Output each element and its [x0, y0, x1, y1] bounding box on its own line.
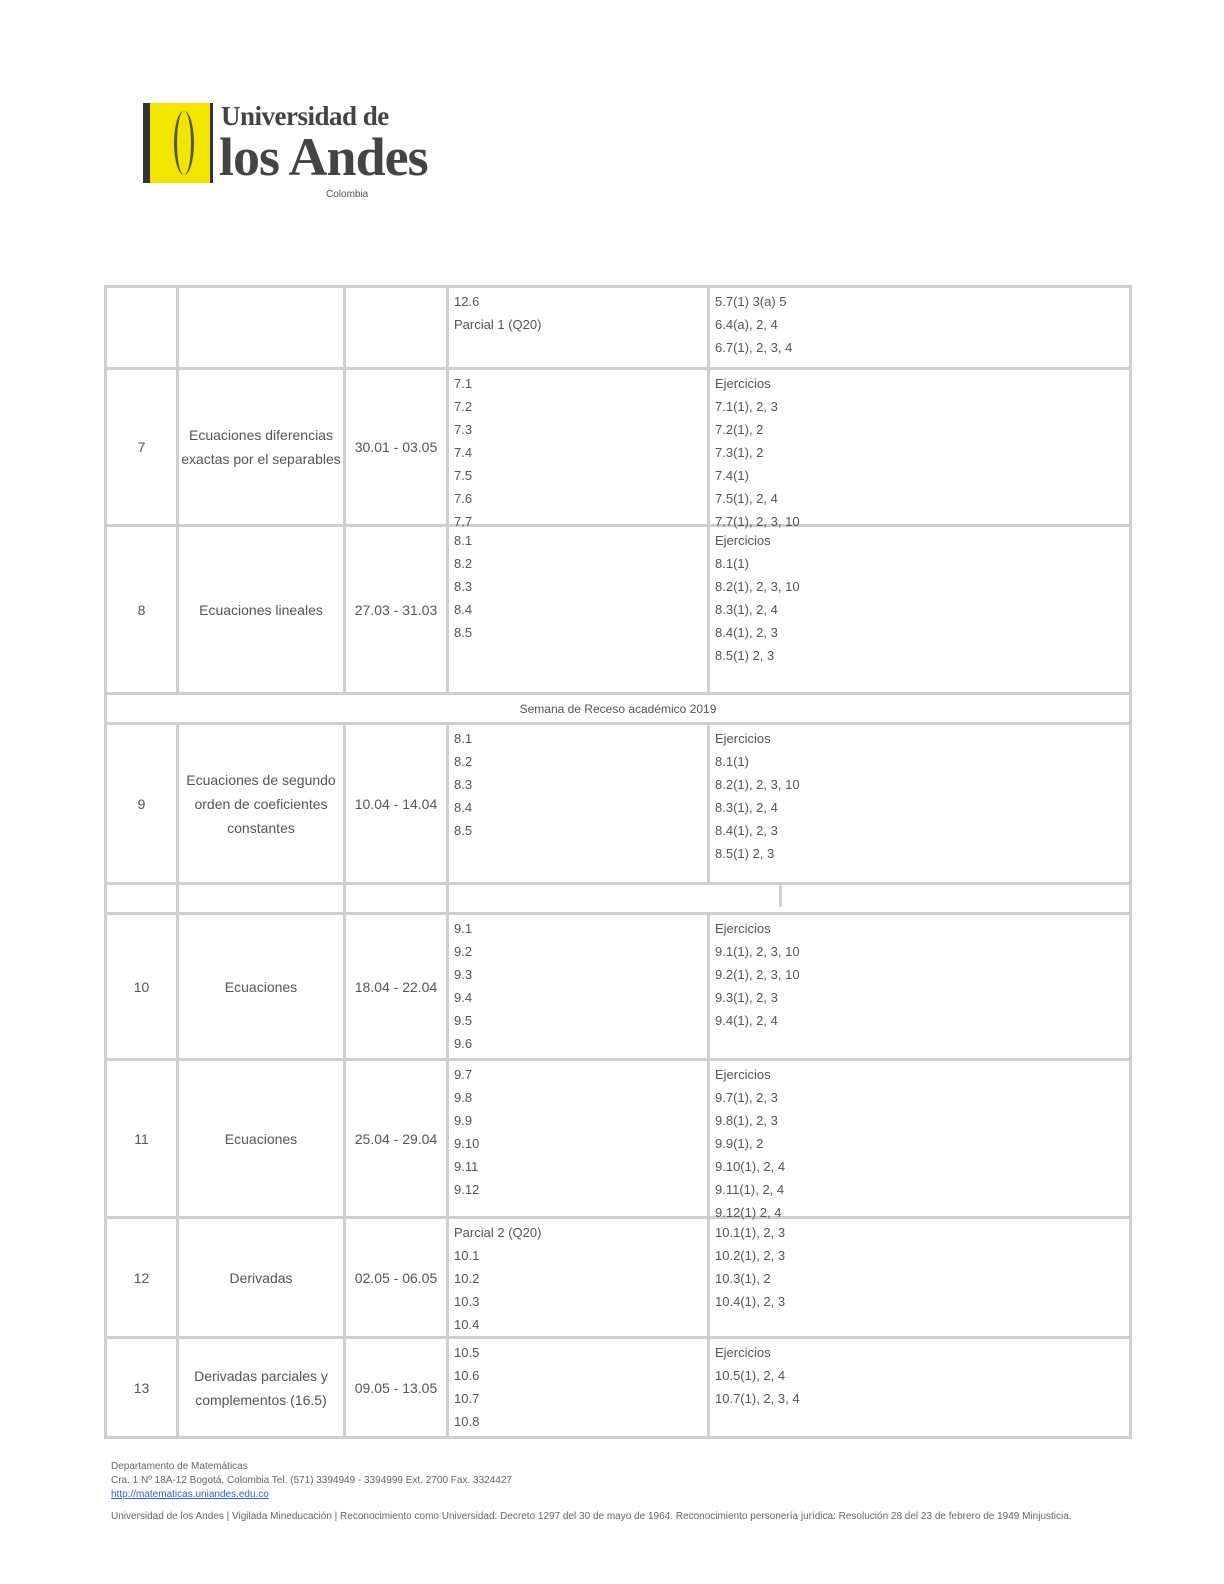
topic-cell	[179, 370, 346, 524]
empty-cell	[449, 885, 710, 912]
exercises-cell-item: 9.12(1) 2, 4	[715, 1205, 782, 1220]
date-cell	[346, 1061, 449, 1216]
sections-cell-item: 8.1	[454, 731, 473, 746]
exercises-cell-item: 9.11(1), 2, 4	[715, 1182, 785, 1197]
exercises-cell-item: 7.7(1), 2, 3, 10	[715, 514, 800, 529]
date-cell	[346, 725, 449, 882]
sections-cell-item: 10.8	[454, 1414, 480, 1429]
exercises-cell-item: 8.1(1)	[715, 556, 749, 571]
empty-cell	[179, 885, 346, 912]
topic-cell-text: Ecuaciones lineales	[199, 601, 323, 618]
table-row	[107, 1339, 1129, 1436]
page-footer	[111, 1460, 1121, 1524]
date-cell	[346, 288, 449, 367]
sections-cell-item: 8.4	[454, 602, 473, 617]
exercises-cell-item: Ejercicios	[715, 533, 771, 548]
sections-cell-item: 8.5	[454, 823, 473, 838]
sections-cell	[449, 288, 710, 367]
sections-cell-item: 9.6	[454, 1036, 473, 1051]
sections-cell	[449, 725, 710, 882]
date-cell	[346, 1339, 449, 1436]
exercises-cell-item: Ejercicios	[715, 1345, 771, 1360]
exercises-cell-item: 6.7(1), 2, 3, 4	[715, 340, 793, 355]
exercises-cell-item: 9.3(1), 2, 3	[715, 990, 778, 1005]
sections-cell-item: 8.2	[454, 754, 473, 769]
topic-cell	[179, 915, 346, 1058]
sections-cell-item: 8.1	[454, 533, 473, 548]
sections-cell-item: 7.7	[454, 514, 473, 529]
week-number-text: 8	[137, 601, 146, 618]
sections-cell-item: 9.5	[454, 1013, 473, 1028]
sections-cell	[449, 915, 710, 1058]
table-row	[107, 370, 1129, 527]
exercises-cell-item: 8.3(1), 2, 4	[715, 800, 778, 815]
sections-cell-item: 10.6	[454, 1368, 480, 1383]
sections-cell-item: 10.7	[454, 1391, 480, 1406]
sections-cell-item: 7.2	[454, 399, 473, 414]
sections-cell-item: 9.7	[454, 1067, 473, 1082]
date-cell-text: 30.01 - 03.05	[354, 439, 438, 455]
sections-cell-item: 7.3	[454, 422, 473, 437]
footer-legal: Universidad de los Andes | Vigilada Mineducación | Reconocimiento como Universidad: Decreto 1297 del 30 de mayo de 1964. Reconocimiento personería jurídica: Resolución 28 del 23 de febrero de 1949 Minjusticia.	[111, 1511, 1072, 1522]
sections-cell-item: Parcial 1 (Q20)	[454, 317, 542, 332]
sections-cell	[449, 527, 710, 692]
sections-cell-item: 9.12	[454, 1182, 480, 1197]
sections-cell-item: 7.6	[454, 491, 473, 506]
sections-cell-item: 9.9	[454, 1113, 473, 1128]
week-number-text: 10	[133, 978, 150, 995]
date-cell-text: 18.04 - 22.04	[354, 978, 438, 995]
sections-cell-item: 7.4	[454, 445, 473, 460]
week-number	[107, 1061, 179, 1216]
exercises-cell-item: 10.1(1), 2, 3	[715, 1225, 786, 1240]
sections-cell-item: 9.2	[454, 944, 473, 959]
sections-cell	[449, 1339, 710, 1436]
exercises-cell-item: Ejercicios	[715, 376, 771, 391]
sections-cell	[449, 1061, 710, 1216]
date-cell-text: 27.03 - 31.03	[354, 601, 438, 618]
exercises-cell-item: 10.7(1), 2, 3, 4	[715, 1391, 800, 1406]
exercises-cell	[710, 1339, 1129, 1436]
empty-cell	[779, 885, 782, 907]
topic-cell	[179, 288, 346, 367]
exercises-cell	[710, 288, 1129, 367]
sections-cell-item: 10.1	[454, 1248, 480, 1263]
table-row	[107, 1061, 1129, 1219]
sections-cell-item: 9.11	[454, 1159, 479, 1174]
exercises-cell-item: 7.5(1), 2, 4	[715, 491, 778, 506]
exercises-cell	[710, 1219, 1129, 1336]
exercises-cell-item: 8.5(1) 2, 3	[715, 846, 775, 861]
exercises-cell-item: 9.8(1), 2, 3	[715, 1113, 778, 1128]
sections-cell-item: 10.2	[454, 1271, 480, 1286]
week-number	[107, 288, 179, 367]
sections-cell-item: 8.3	[454, 579, 473, 594]
week-number	[107, 1339, 179, 1436]
university-logo	[143, 101, 428, 211]
table-row	[107, 915, 1129, 1061]
topic-cell	[179, 527, 346, 692]
exercises-cell-item: 8.4(1), 2, 3	[715, 625, 778, 640]
empty-cell	[107, 885, 179, 912]
topic-cell	[179, 1219, 346, 1336]
exercises-cell	[710, 915, 1129, 1058]
topic-cell	[179, 725, 346, 882]
date-cell-text: 02.05 - 06.05	[354, 1269, 438, 1286]
exercises-cell-item: Ejercicios	[715, 731, 771, 746]
exercises-cell-item: 9.7(1), 2, 3	[715, 1090, 778, 1105]
date-cell	[346, 1219, 449, 1336]
topic-cell-text: Ecuaciones de segundo orden de coeficientes constantes	[186, 771, 336, 836]
week-number	[107, 725, 179, 882]
sections-cell-item: 9.10	[454, 1136, 480, 1151]
week-number-text: 12	[133, 1269, 150, 1286]
topic-cell	[179, 1061, 346, 1216]
exercises-cell	[710, 370, 1129, 529]
sections-cell-item: 7.5	[454, 468, 473, 483]
date-cell	[346, 915, 449, 1058]
table-row	[107, 695, 1129, 725]
schedule-table	[104, 285, 1132, 1439]
exercises-cell-item: 5.7(1) 3(a) 5	[715, 294, 787, 309]
week-number-text: 9	[137, 795, 146, 812]
sections-cell-item: 7.1	[454, 376, 473, 391]
exercises-cell-item: 8.4(1), 2, 3	[715, 823, 778, 838]
date-cell	[346, 527, 449, 692]
sections-cell-item: 9.1	[454, 921, 473, 936]
topic-cell-text: Derivadas parciales y complementos (16.5)	[194, 1367, 328, 1408]
sections-cell-item: 8.2	[454, 556, 473, 571]
exercises-cell-item: 9.1(1), 2, 3, 10	[715, 944, 800, 959]
date-cell	[346, 370, 449, 524]
exercises-cell-item: 8.5(1) 2, 3	[715, 648, 775, 663]
exercises-cell	[710, 725, 1129, 882]
exercises-cell-item: 7.2(1), 2	[715, 422, 764, 437]
date-cell-text: 25.04 - 29.04	[354, 1130, 438, 1147]
topic-cell-text: Ecuaciones	[224, 978, 298, 995]
exercises-cell-item: 9.2(1), 2, 3, 10	[715, 967, 800, 982]
exercises-cell	[710, 527, 1129, 692]
sections-cell-item: 9.8	[454, 1090, 473, 1105]
week-number	[107, 1219, 179, 1336]
table-row	[107, 885, 1129, 915]
sections-cell	[449, 370, 710, 529]
sections-cell-item: 9.3	[454, 967, 473, 982]
logo-text-line1: Universidad de	[221, 101, 389, 131]
exercises-cell-item: 10.4(1), 2, 3	[715, 1294, 786, 1309]
topic-cell	[179, 1339, 346, 1436]
exercises-cell-item: 9.10(1), 2, 4	[715, 1159, 786, 1174]
week-number-text: 11	[134, 1130, 149, 1147]
empty-cell	[346, 885, 449, 912]
week-number-text: 13	[133, 1379, 150, 1396]
sections-cell-item: Parcial 2 (Q20)	[454, 1225, 542, 1240]
exercises-cell-item: 8.2(1), 2, 3, 10	[715, 777, 800, 792]
sections-cell-item: 10.3	[454, 1294, 480, 1309]
exercises-cell-item: 7.1(1), 2, 3	[715, 399, 778, 414]
logo-text-line3: Colombia	[326, 189, 369, 200]
topic-cell-text: Ecuaciones	[224, 1130, 298, 1147]
exercises-cell-item: 10.5(1), 2, 4	[715, 1368, 786, 1383]
exercises-cell-item: Ejercicios	[715, 921, 771, 936]
topic-cell-text: Ecuaciones diferencias exactas por el separables	[181, 427, 341, 467]
exercises-cell-item: 9.4(1), 2, 4	[715, 1013, 778, 1028]
table-row	[107, 725, 1129, 885]
exercises-cell-item: 7.3(1), 2	[715, 445, 764, 460]
week-number	[107, 915, 179, 1058]
exercises-cell-item: 8.1(1)	[715, 754, 749, 769]
sections-cell-item: 8.4	[454, 800, 473, 815]
exercises-cell	[710, 1061, 1129, 1220]
sections-cell-item: 10.4	[454, 1317, 480, 1332]
date-cell-text: 09.05 - 13.05	[354, 1379, 438, 1396]
exercises-cell-item: 9.9(1), 2	[715, 1136, 764, 1151]
week-number	[107, 527, 179, 692]
table-row	[107, 288, 1129, 370]
date-cell-text: 10.04 - 14.04	[354, 795, 438, 812]
exercises-cell-item: 10.2(1), 2, 3	[715, 1248, 786, 1263]
footer-link[interactable]: http://matematicas.uniandes.edu.co	[111, 1489, 269, 1500]
footer-department: Departamento de Matemáticas	[111, 1461, 248, 1472]
week-number	[107, 370, 179, 524]
sections-cell	[449, 1219, 710, 1336]
sections-cell-item: 9.4	[454, 990, 473, 1005]
exercises-cell-item: 8.2(1), 2, 3, 10	[715, 579, 800, 594]
topic-cell-text: Derivadas	[229, 1269, 293, 1286]
sections-cell-item: 10.5	[454, 1345, 480, 1360]
exercises-cell-item: 10.3(1), 2	[715, 1271, 771, 1286]
logo-emblem-icon	[143, 103, 213, 183]
table-row	[107, 1219, 1129, 1339]
table-row	[107, 527, 1129, 695]
recess-week-label: Semana de Receso académico 2019	[519, 701, 717, 716]
sections-cell-item: 12.6	[454, 294, 480, 309]
logo-text-line2: los Andes	[219, 127, 428, 187]
sections-cell-item: 8.3	[454, 777, 473, 792]
exercises-cell-item: 8.3(1), 2, 4	[715, 602, 778, 617]
exercises-cell-item: Ejercicios	[715, 1067, 771, 1082]
week-number-text: 7	[137, 439, 146, 455]
exercises-cell-item: 7.4(1)	[715, 468, 749, 483]
exercises-cell-item: 6.4(a), 2, 4	[715, 317, 778, 332]
footer-address: Cra. 1 Nº 18A-12 Bogotá, Colombia Tel. (571) 3394949 - 3394999 Ext. 2700 Fax. 3324427	[111, 1475, 512, 1486]
sections-cell-item: 8.5	[454, 625, 473, 640]
